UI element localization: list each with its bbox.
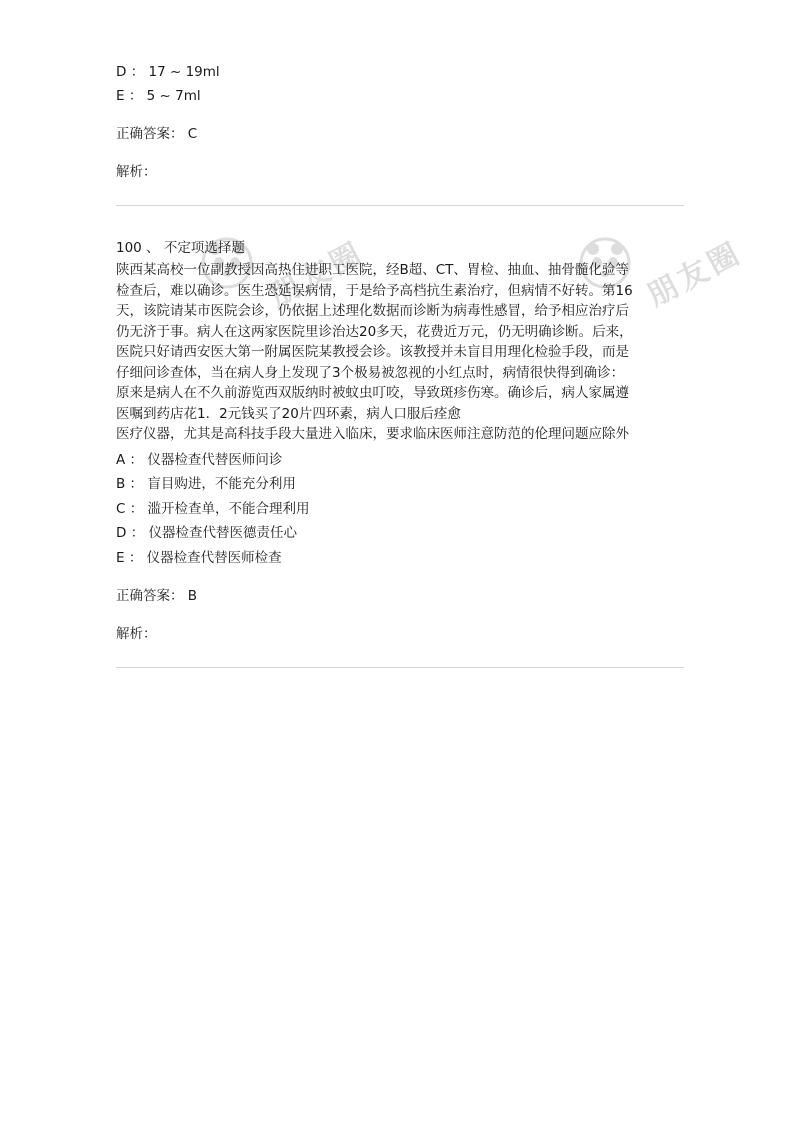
option-d: D ： 仪器检查代替医德责任心	[116, 525, 297, 541]
answer-value: B	[187, 588, 198, 604]
option-text: 仪器检查代替医德责任心	[148, 525, 297, 541]
divider	[116, 667, 684, 668]
stem-line: 天，该院请某市医院会诊，仍依据上述理化数据而诊断为病毒性感冒，给予相应治疗后	[116, 303, 629, 319]
option-text: 仪器检查代替医师检查	[146, 549, 282, 566]
option-text: 5 ~ 7ml	[146, 88, 201, 104]
watermark-text: 朋友圈	[641, 235, 749, 314]
option-e: E ： 仪器检查代替医师检查	[116, 549, 282, 566]
option-text: 仪器检查代替医师问诊	[147, 451, 283, 468]
stem-line: 原来是病人在不久前游览西双版纳时被蚊虫叮咬，导致斑疹伤寒。确诊后，病人家属遵	[116, 385, 629, 401]
option-b: B ： 盲目购进，不能充分利用	[116, 476, 296, 492]
correct-answer	[116, 584, 684, 608]
document-page	[116, 60, 684, 668]
answer-label: 正确答案：	[116, 588, 184, 604]
stem-line: 陕西某高校一位副教授因高热住进职工医院，经B超、CT、胃检、抽血、抽骨髓化验等	[116, 262, 629, 278]
option-letter: B	[116, 476, 126, 492]
option-letter: C	[116, 500, 126, 517]
option-separator: ：	[124, 88, 147, 104]
stem-line: 医院只好请西安医大第一附属医院某教授会诊。该教授并未盲目用理化检验手段，而是	[116, 344, 629, 360]
option-letter: E	[116, 549, 125, 566]
stem-line: 仍无济于事。病人在这两家医院里诊治达20多天，花费近万元，仍无明确诊断。后来，	[116, 323, 633, 340]
option-e	[116, 84, 684, 108]
option-separator: ：	[126, 64, 149, 80]
answer-label: 正确答案：	[116, 126, 184, 142]
option-text: 盲目购进，不能充分利用	[147, 476, 296, 492]
option-text: 17 ~ 19ml	[148, 64, 220, 80]
analysis-label: 解析：	[116, 164, 157, 180]
stem-line: 医嘱到药店花1．2元钱买了20片四环素，病人口服后痊愈	[116, 405, 461, 422]
answer-value: C	[187, 126, 198, 142]
option-letter: E	[116, 88, 125, 104]
option-letter: A	[116, 451, 126, 468]
correct-answer	[116, 122, 684, 146]
question-header: 100 、 不定项选择题	[116, 240, 245, 256]
option-a: A ： 仪器检查代替医师问诊	[116, 451, 283, 468]
question-stem	[116, 260, 684, 445]
option-letter: D	[116, 64, 127, 80]
option-d	[116, 60, 684, 84]
stem-line: 仔细问诊查体，当在病人身上发现了3个极易被忽视的小红点时，病情很快得到确诊：	[116, 364, 625, 381]
option-c: C ： 滥开检查单，不能合理利用	[116, 500, 310, 517]
option-letter: D	[116, 525, 127, 541]
option-text: 滥开检查单，不能合理利用	[147, 500, 310, 517]
analysis-label: 解析：	[116, 626, 157, 642]
stem-line: 医疗仪器，尤其是高科技手段大量进入临床，要求临床医师注意防范的伦理问题应除外	[116, 426, 629, 442]
stem-line: 检查后，难以确诊。医生恐延误病情，于是给予高档抗生素治疗，但病情不好转。第16	[116, 282, 633, 299]
watermark-text: 朋友圈	[263, 235, 371, 314]
